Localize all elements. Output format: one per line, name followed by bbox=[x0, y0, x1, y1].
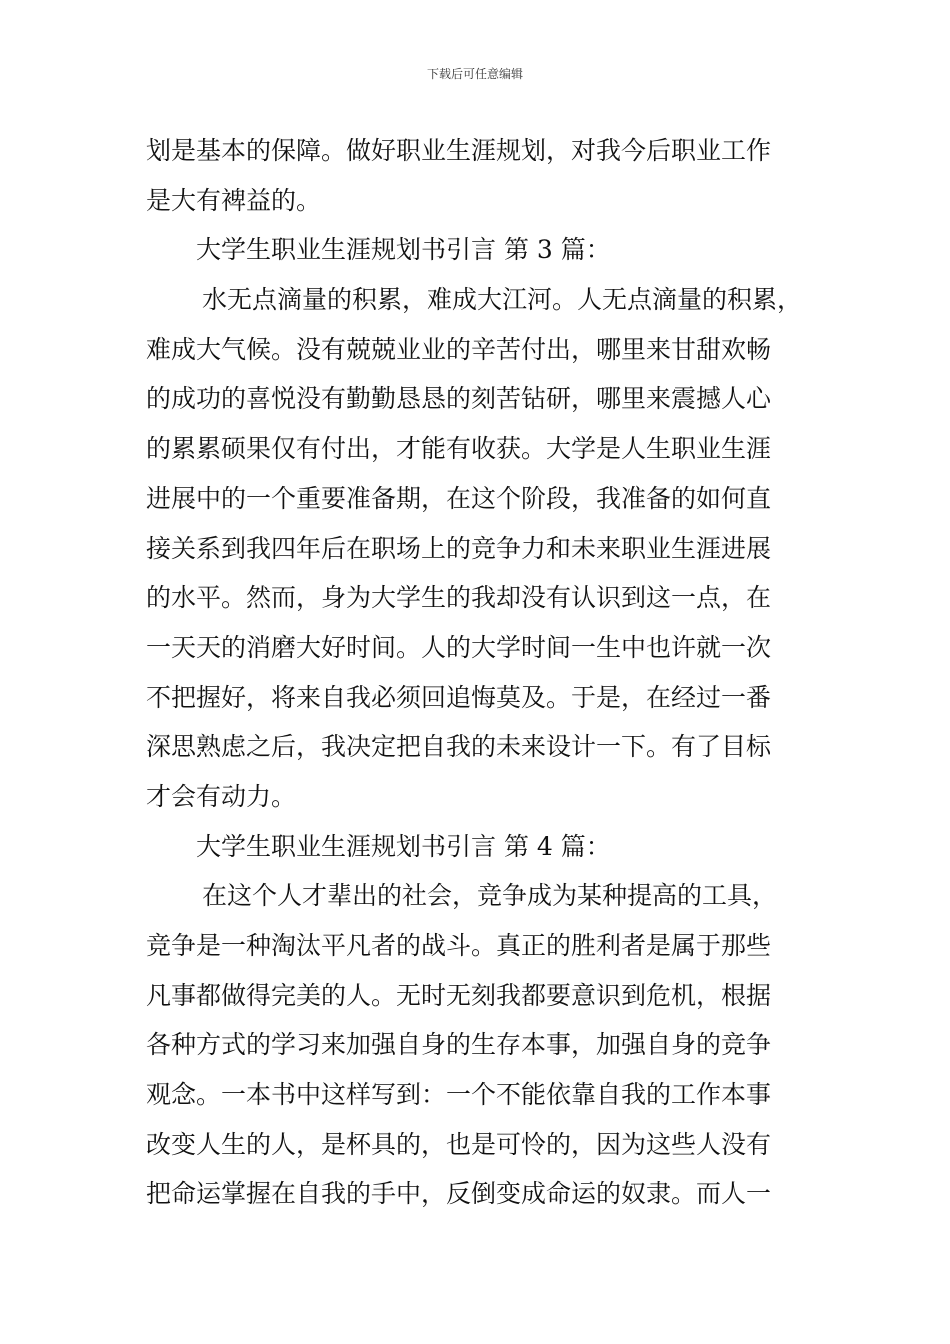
section-heading: 大学生职业生涯规划书引言 第 4 篇： bbox=[196, 831, 611, 861]
paragraph-line: 各种方式的学习来加强自身的生存本事，加强自身的竞争 bbox=[146, 1030, 772, 1060]
paragraph-line: 的水平。然而，身为大学生的我却没有认识到这一点，在 bbox=[146, 583, 772, 613]
paragraph-line: 难成大气候。没有兢兢业业的辛苦付出，哪里来甘甜欢畅 bbox=[146, 334, 772, 364]
paragraph-line: 把命运掌握在自我的手中，反倒变成命运的奴隶。而人一 bbox=[146, 1179, 772, 1209]
paragraph-line: 不把握好，将来自我必须回追悔莫及。于是，在经过一番 bbox=[146, 682, 772, 712]
paragraph-line: 一天天的消磨大好时间。人的大学时间一生中也许就一次 bbox=[146, 632, 772, 662]
paragraph-line: 观念。一本书中这样写到：一个不能依靠自我的工作本事 bbox=[146, 1080, 772, 1110]
paragraph-line: 划是基本的保障。做好职业生涯规划，对我今后职业工作 bbox=[146, 136, 772, 165]
paragraph-line: 深思熟虑之后，我决定把自我的未来设计一下。有了目标 bbox=[146, 732, 772, 762]
paragraph-line: 进展中的一个重要准备期，在这个阶段，我准备的如何直 bbox=[146, 483, 772, 513]
document-body bbox=[146, 126, 836, 1219]
paragraph-line: 的累累硕果仅有付出，才能有收获。大学是人生职业生涯 bbox=[146, 434, 772, 464]
paragraph-line: 才会有动力。 bbox=[146, 781, 297, 811]
paragraph-line: 水无点滴量的积累，难成大江河。人无点滴量的积累， bbox=[202, 285, 803, 315]
paragraph-line: 在这个人才辈出的社会，竞争成为某种提高的工具， bbox=[202, 881, 778, 911]
page-header: 下载后可任意编辑 bbox=[426, 67, 523, 81]
paragraph-line: 凡事都做得完美的人。无时无刻我都要意识到危机，根据 bbox=[146, 980, 772, 1010]
paragraph-line: 改变人生的人，是杯具的，也是可怜的，因为这些人没有 bbox=[146, 1129, 772, 1159]
paragraph-line: 接关系到我四年后在职场上的竞争力和未来职业生涯进展 bbox=[146, 533, 772, 563]
section-heading: 大学生职业生涯规划书引言 第 3 篇： bbox=[196, 235, 611, 265]
paragraph-line: 的成功的喜悦没有勤勤恳恳的刻苦钻研，哪里来震撼人心 bbox=[146, 384, 772, 414]
paragraph-line: 是大有裨益的。 bbox=[146, 185, 322, 215]
paragraph-line: 竞争是一种淘汰平凡者的战斗。真正的胜利者是属于那些 bbox=[146, 931, 772, 960]
